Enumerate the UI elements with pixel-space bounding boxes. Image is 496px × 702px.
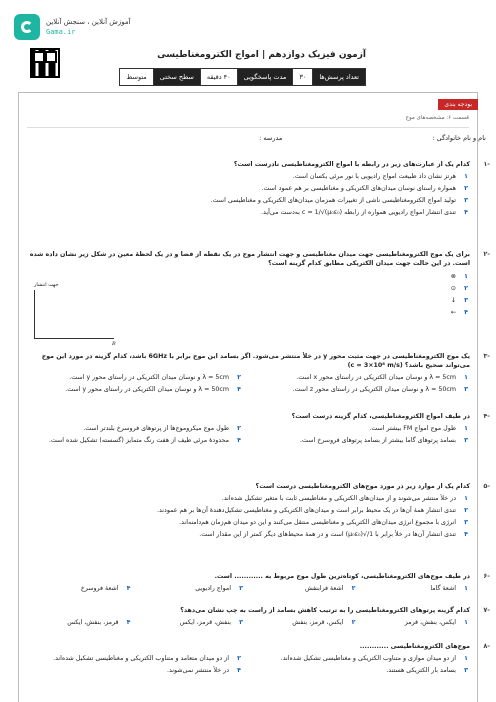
question-6: [26, 572, 490, 593]
school-label: مدرسه :: [259, 134, 283, 142]
option-text: λ = 5cm و نوسان میدان الکتریکی در راستای محور y است.: [69, 374, 229, 381]
section-label: قسمت ۶: مشخصه‌های موج: [405, 115, 469, 121]
option-text: همواره راستای نوسان میدان‌های الکتریکی و مغناطیسی بر هم عمود است.: [261, 185, 456, 192]
option-text: تندی انتشار آن‌ها در خلأ برابر با 1/√(μ₀ε₀) است و در همهٔ محیط‌های دیگر کمتر از این مقدار است.: [199, 531, 456, 538]
option[interactable]: [26, 518, 470, 527]
option-text: ←: [450, 309, 456, 316]
option[interactable]: [26, 385, 243, 394]
question-number: -۸: [483, 642, 490, 650]
option-number: ۱: [464, 495, 468, 502]
option[interactable]: [26, 654, 243, 663]
option-number: ۲: [237, 655, 241, 662]
option[interactable]: [139, 618, 246, 627]
option-number: ۲: [351, 585, 356, 592]
option-number: ۱: [464, 273, 468, 280]
option-text: λ = 5cm و نوسان میدان الکتریکی در راستای محور x است.: [296, 374, 456, 381]
option[interactable]: [251, 618, 358, 627]
option-text: طول موج میکروموج‌ها از پرتوهای فروسرخ بلندتر است.: [83, 425, 229, 432]
b-field-axis: [34, 338, 114, 339]
option[interactable]: [26, 618, 133, 627]
info-duration-value: ۴۰ دقیقه: [200, 69, 237, 85]
option-number: ۴: [237, 667, 241, 674]
option[interactable]: [26, 196, 470, 205]
option-text: ایکس، قرمز، بنفش: [292, 619, 344, 626]
option-text: ⊙: [450, 285, 456, 292]
option-text: امواج رادیویی: [195, 585, 231, 592]
option[interactable]: [253, 666, 470, 675]
question-number: -۱: [483, 160, 490, 168]
question-text: کدام یک از موارد زیر در مورد موج‌های الکترومغناطیسی درست است؟: [255, 483, 470, 490]
option-number: ۳: [464, 437, 468, 444]
option[interactable]: [253, 654, 470, 663]
option[interactable]: [26, 436, 243, 445]
option[interactable]: [26, 208, 470, 217]
option-text: بسامد پرتوهای گاما بیشتر از بسامد پرتوهای فروسرخ است.: [300, 437, 456, 444]
field-direction-figure: [28, 282, 118, 350]
option[interactable]: [251, 584, 358, 593]
option-number: ۳: [239, 585, 243, 592]
question-number: -۷: [483, 606, 490, 614]
option-text: انرژی با مجموع انرژی میدان‌های الکتریکی و مغناطیسی منتقل می‌کنند و این دو میدان هم‌زمان هم‌دامنه‌اند.: [179, 519, 456, 526]
option-text: هرتز نشان داد طبیعت امواج رادیویی با نور مرئی یکسان است.: [292, 173, 456, 180]
option-number: ۲: [464, 507, 468, 514]
question-5: [26, 482, 490, 539]
option[interactable]: [26, 272, 470, 281]
option-number: ۲: [464, 285, 468, 292]
option-number: ۴: [464, 309, 468, 316]
option[interactable]: [26, 184, 470, 193]
option[interactable]: [26, 172, 470, 181]
info-duration-label: مدت پاسخگویی: [237, 69, 293, 85]
option-number: ۴: [464, 209, 468, 216]
option-number: ۴: [464, 531, 468, 538]
brand-site: Gama.ir: [46, 28, 76, 36]
question-text: برای یک موج الکترومغناطیسی جهت میدان مغناطیسی و جهت انتشار موج در یک نقطه از فضا و در یک لحظهٔ معین در شکل زیر نشان داده شده است. در این حالت جهت میدان الکتریکی مطابق کدام گزینه است؟: [29, 251, 470, 267]
exam-title: آزمون فیزیک دوازدهم | امواج الکترومغناطیسی: [157, 50, 366, 60]
propagation-label: جهت انتشار: [34, 282, 59, 288]
option[interactable]: [26, 373, 243, 382]
option-number: ۱: [464, 374, 468, 381]
brand[interactable]: [14, 14, 131, 40]
student-name-label: نام و نام خانوادگی :: [432, 134, 486, 142]
qr-code-icon: [30, 48, 60, 78]
option-number: ۴: [237, 386, 241, 393]
question-4: [26, 412, 490, 445]
option-text: تولید امواج الکترومغناطیسی ناشی از تغییرات همزمان میدان‌های الکتریکی و مغناطیسی است.: [210, 197, 456, 204]
info-difficulty-label: سطح سختی: [153, 69, 200, 85]
option-text: ↓: [450, 297, 456, 304]
student-info-row: [10, 134, 486, 142]
question-text: کدام گزینه پرتوهای الکترومغناطیسی را به ترتیب کاهش بسامد از راست به چپ نشان می‌دهد؟: [180, 607, 470, 614]
option-text: قرمز، بنفش، ایکس: [67, 619, 119, 626]
option-text: محدودهٔ مرئی طیف از هفت رنگ متمایز (گسسته) تشکیل شده است.: [48, 437, 229, 444]
brand-text: [46, 17, 131, 37]
propagation-axis: [34, 290, 35, 338]
question-text: موج‌های الکترومغناطیسی ............: [359, 643, 470, 650]
info-count-label: تعداد پرسش‌ها: [312, 69, 365, 85]
option-number: ۱: [464, 655, 468, 662]
question-text: در طیف امواج الکترومغناطیسی، کدام گزینه درست است؟: [291, 413, 470, 420]
option-text: بنفش، قرمز، ایکس: [179, 619, 231, 626]
option-text: λ = 50cm و نوسان میدان الکتریکی در راستای محور z است.: [292, 386, 456, 393]
question-7: [26, 606, 490, 627]
option-number: ۳: [464, 297, 468, 304]
budget-tag: بودجه بندی: [438, 99, 478, 110]
option-text: اشعهٔ فروسرخ: [80, 585, 119, 592]
divider: [27, 127, 469, 128]
question-8: [26, 642, 490, 675]
option-number: ۴: [126, 619, 131, 626]
question-text: یک موج الکترومغناطیسی در جهت مثبت محور y در خلأ منتشر می‌شود. اگر بسامد این موج برابر با 6GHz باشد، کدام گزینه در مورد این موج می‌تواند صحیح باشد؟ (c = 3×10⁸ m/s): [41, 353, 470, 369]
option-text: ⊗: [450, 273, 456, 280]
option-text: بسامد بار الکتریکی هستند.: [386, 667, 456, 674]
option[interactable]: [26, 424, 243, 433]
option-number: ۳: [464, 386, 468, 393]
option-number: ۱: [464, 619, 468, 626]
brand-name: آموزش آنلاین ، سنجش آنلاین: [46, 18, 131, 26]
question-number: -۶: [483, 572, 490, 580]
option[interactable]: [139, 584, 246, 593]
option-text: λ = 50cm و نوسان میدان الکتریکی در راستای محور y است.: [65, 386, 229, 393]
exam-info-bar: [119, 68, 366, 86]
option-text: اشعهٔ فرابنفش: [304, 585, 344, 592]
option-number: ۱: [464, 585, 468, 592]
option-number: ۳: [464, 197, 468, 204]
option[interactable]: [364, 618, 471, 627]
question-text: کدام یک از عبارت‌های زیر در رابطه با امواج الکترومغناطیسی نادرست است؟: [233, 161, 470, 168]
b-field-label: B: [112, 341, 116, 347]
question-3: [26, 352, 490, 394]
option-number: ۲: [237, 374, 241, 381]
option[interactable]: [26, 530, 470, 539]
option-number: ۱: [464, 425, 468, 432]
gama-logo-icon: [14, 14, 40, 40]
option[interactable]: [26, 506, 470, 515]
option-number: ۴: [126, 585, 131, 592]
option[interactable]: [253, 424, 470, 433]
option[interactable]: [364, 584, 471, 593]
option-text: اشعهٔ گاما: [430, 585, 456, 592]
question-1: [26, 160, 490, 217]
option-number: ۲: [464, 185, 468, 192]
option-text: از دو میدان متعامد و متناوب الکتریکی و مغناطیسی تشکیل شده‌اند.: [53, 655, 229, 662]
info-difficulty-value: متوسط: [126, 73, 147, 81]
option-number: ۳: [464, 667, 468, 674]
option[interactable]: [253, 373, 470, 382]
option-text: در خلأ منتشر می‌شوند و از میدان‌های الکتریکی و مغناطیسی ثابت با متغیر تشکیل شده‌اند.: [221, 495, 456, 502]
option[interactable]: [253, 436, 470, 445]
option-number: ۲: [237, 425, 241, 432]
option-text: تندی انتشار امواج رادیویی همواره از رابطه c = 1/√(μ₀ε₀) به‌دست می‌آید.: [261, 209, 456, 216]
option-text: از دو میدان موازی و متناوب الکتریکی و مغناطیسی تشکیل شده‌اند.: [280, 655, 456, 662]
option-text: ایکس، بنفش، قرمز: [404, 619, 456, 626]
question-number: -۴: [483, 412, 490, 420]
question-number: -۳: [483, 352, 490, 360]
question-number: -۵: [483, 482, 490, 490]
option-text: در خلأ منتشر نمی‌شوند.: [167, 667, 229, 674]
option-text: طول موج امواج FM بیشتر است.: [369, 425, 456, 432]
option-number: ۳: [464, 519, 468, 526]
option-number: ۴: [237, 437, 241, 444]
option[interactable]: [26, 494, 470, 503]
option-number: ۳: [239, 619, 243, 626]
option[interactable]: [26, 666, 243, 675]
question-text: در طیف موج‌های الکترومغناطیسی، کوتاه‌ترین طول موج مربوط به ............ است.: [214, 573, 470, 580]
option-text: تندی انتشار همهٔ آن‌ها در یک محیط برابر است و میدان‌های الکتریکی و مغناطیسی تشکیل‌دهندهٔ آن‌ها بر هم عمودند.: [156, 507, 456, 514]
question-number: -۲: [483, 250, 490, 258]
option-number: ۱: [464, 173, 468, 180]
option[interactable]: [253, 385, 470, 394]
info-count-value: ۳۰: [292, 69, 312, 85]
option-number: ۲: [351, 619, 356, 626]
option[interactable]: [26, 584, 133, 593]
